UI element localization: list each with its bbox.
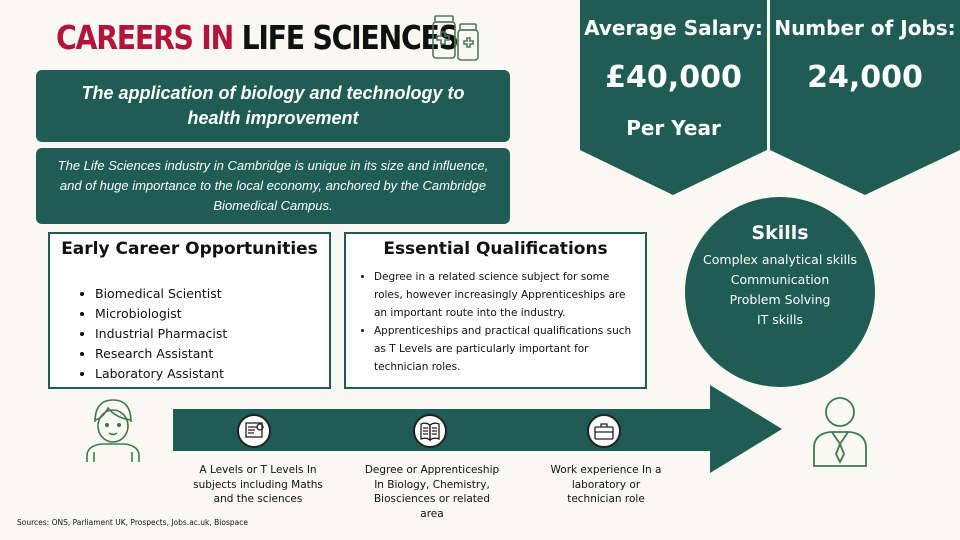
early-career-panel <box>48 232 331 389</box>
pathway-step-3-text: Work experience In a laboratory or technician role <box>550 464 662 505</box>
pathway-step-1-text: A Levels or T Levels In subjects including Maths and the sciences <box>193 464 323 505</box>
skill-item: IT skills <box>757 312 803 327</box>
pathway-step-2-text: Degree or Apprenticeship In Biology, Chemistry, Biosciences or related area <box>364 464 500 520</box>
early-career-list <box>50 284 329 384</box>
list-item: • Industrial Pharmacist <box>95 324 329 344</box>
qualifications-heading: Essential Qualifications <box>383 239 608 259</box>
qualifications-panel <box>344 232 647 389</box>
list-item: • Research Assistant <box>95 344 329 364</box>
list-item: • Laboratory Assistant <box>95 364 329 384</box>
salary-value: £40,000 <box>605 60 742 95</box>
skill-item: Problem Solving <box>729 292 831 307</box>
list-item: • Microbiologist <box>95 304 329 324</box>
list-item: • Apprenticeships and practical qualifications such as T Levels are particularly important for technician roles. <box>374 322 637 376</box>
intro-text: The Life Sciences industry in Cambridge is unique in its size and influence, and of huge importance to the local economy, anchored by the Cambridge Biomedical Campus. <box>57 158 489 213</box>
book-icon <box>413 414 447 448</box>
skill-item: Communication <box>730 272 830 287</box>
early-career-heading: Early Career Opportunities <box>61 239 318 259</box>
skill-item: Complex analytical skills <box>703 252 857 267</box>
qualifications-list <box>346 268 645 376</box>
briefcase-icon <box>587 414 621 448</box>
skills-heading: Skills <box>751 222 809 244</box>
title-part-1: CAREERS IN <box>56 18 234 57</box>
certificate-icon <box>237 414 271 448</box>
definition-text: The application of biology and technology to health improvement <box>81 83 465 128</box>
salary-label: Average Salary: <box>584 16 763 40</box>
sources-note: Sources: ONS, Parliament UK, Prospects, Jobs.ac.uk, Biospace <box>17 518 248 527</box>
title-part-2: LIFE SCIENCES <box>241 18 458 57</box>
list-item: • Biomedical Scientist <box>95 284 329 304</box>
student-icon <box>82 396 144 462</box>
list-item: • Degree in a related science subject for some roles, however increasingly Apprenticeships are an important route into the industry. <box>374 268 637 322</box>
salary-unit: Per Year <box>626 116 721 140</box>
professional-icon <box>810 392 870 468</box>
jobs-value: 24,000 <box>807 60 923 95</box>
jobs-label: Number of Jobs: <box>774 16 956 40</box>
